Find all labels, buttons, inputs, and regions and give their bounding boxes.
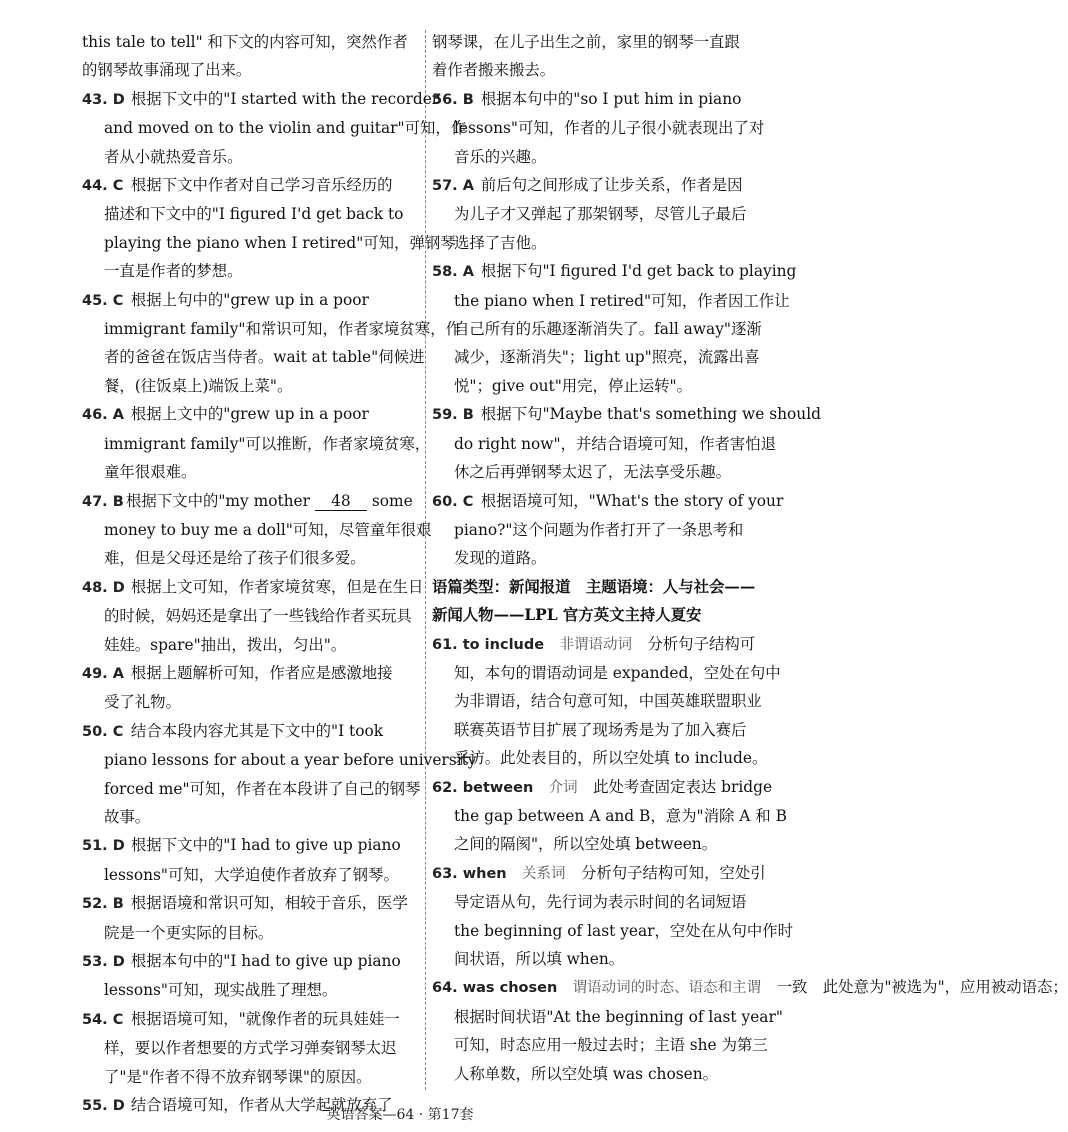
answer-text: 根据下句"I figured I'd get back to playing: [480, 262, 797, 281]
answer-text: immigrant family"可以推断，作者家境贫寒，: [104, 434, 431, 453]
answer-text: 根据本句中的"so I put him in piano: [480, 89, 742, 108]
answer-line: [82, 400, 420, 429]
answer-item: [82, 1005, 420, 1091]
answer-text: 前后句之间形成了让步关系，作者是因: [480, 176, 743, 195]
answer-line: [432, 516, 768, 544]
answer-line: [82, 257, 420, 285]
answer-tag: 关系词: [522, 865, 566, 882]
answer-line: [82, 573, 424, 602]
answer-text: 自己所有的乐趣逐渐消失了。fall away"逐渐: [454, 320, 762, 339]
answer-text: the beginning of last year，空处在从句中作时: [454, 921, 794, 940]
answer-number: 60. C: [432, 493, 474, 510]
answer-text: playing the piano when I retired"可知，弹钢琴: [104, 233, 456, 252]
answer-text: 间状语，所以填 when。: [454, 950, 625, 968]
answer-line: [82, 746, 477, 774]
answer-number: 55. D: [82, 1098, 125, 1115]
answer-text: 导定语从句，先行词为表示时间的名词短语: [454, 893, 747, 912]
answer-text: 娃娃。spare"抽出，拨出，匀出"。: [104, 635, 347, 654]
blank-48: 48: [315, 492, 367, 511]
answer-text: 院是一个更实际的目标。: [104, 923, 274, 942]
answer-text: 一直是作者的梦想。: [104, 262, 243, 281]
answer-line: [432, 458, 768, 486]
answer-text: 根据下文中的"I had to give up piano: [130, 836, 401, 855]
answer-text: 的时候，妈妈还是拿出了一些钱给作者买玩具: [104, 607, 412, 626]
answer-line: [82, 430, 431, 458]
answer-item: [82, 487, 432, 573]
answer-item: [432, 773, 787, 859]
answer-text: 减少，逐渐消失"；light up"照亮，流露出喜: [454, 348, 760, 367]
answer-text: 受了礼物。: [104, 693, 181, 712]
answer-item: [432, 630, 781, 773]
answer-line: [432, 28, 768, 56]
answer-item: [432, 171, 768, 257]
answer-line: [82, 544, 420, 572]
answer-line: [432, 200, 768, 228]
answer-line: [82, 458, 420, 486]
answer-line: [432, 830, 768, 858]
answer-item: [432, 85, 768, 171]
answer-line: [82, 947, 420, 976]
answer-item: [432, 859, 794, 974]
answer-number: 58. A: [432, 264, 474, 281]
answer-line: [82, 861, 420, 889]
answer-line: [432, 973, 1068, 1002]
answer-line: [82, 343, 425, 371]
answer-item: [432, 973, 1068, 1088]
answer-text: 根据时间状语"At the beginning of last year": [454, 1007, 783, 1026]
answer-line: [432, 1031, 768, 1059]
answer-line: [82, 1063, 420, 1091]
answer-number: 50. C: [82, 723, 124, 740]
answer-item: [82, 947, 420, 1005]
answer-line: [82, 717, 420, 746]
answer-line: [82, 919, 420, 947]
answer-line: [432, 687, 768, 715]
answer-number: 62. between: [432, 779, 534, 796]
answer-line: [432, 287, 790, 315]
answer-line: [432, 1003, 783, 1031]
answer-number: 57. A: [432, 178, 474, 195]
answer-line: [432, 917, 794, 945]
answer-text: 者的爸爸在饭店当侍者。wait at table"伺候进: [104, 348, 425, 367]
answer-text: 根据上文中的"grew up in a poor: [130, 405, 369, 424]
answer-item: [82, 573, 424, 659]
answer-text: 根据语境可知，"就像作者的玩具娃娃一: [130, 1009, 400, 1028]
page-footer: 英语答案—64 · 第17套: [326, 1107, 474, 1123]
answer-text: this tale to tell" 和下文的内容可知，突然作者: [82, 33, 408, 51]
answer-text: 难，但是父母还是给了孩子们很多爱。: [104, 549, 366, 568]
answer-text: the piano when I retired"可知，作者因工作让: [454, 291, 790, 310]
answer-number: 46. A: [82, 407, 124, 424]
answer-text: 音乐的兴趣。: [454, 147, 547, 166]
answer-line: [82, 516, 432, 544]
answer-text: 此处考查固定表达 bridge: [593, 777, 773, 796]
answer-number: 52. B: [82, 896, 124, 913]
answer-number: 56. B: [432, 91, 474, 108]
answer-text: 钢琴课，在儿子出生之前，家里的钢琴一直跟: [432, 33, 740, 51]
heading-line: 语篇类型：新闻报道 主题语境：人与社会——: [432, 577, 756, 596]
answer-number: 53. D: [82, 954, 125, 970]
answer-line: [82, 315, 461, 343]
answer-item: [432, 400, 821, 486]
answer-text: 故事。: [104, 807, 151, 826]
answer-text: 样，要以作者想要的方式学习弹奏钢琴太迟: [104, 1039, 397, 1058]
answer-line: [432, 945, 768, 973]
answer-item: [82, 717, 477, 832]
answer-line: [82, 143, 420, 171]
answer-text: the gap between A and B，意为"消除 A 和 B: [454, 806, 787, 825]
answer-item: [82, 659, 420, 717]
answer-line: [432, 171, 768, 200]
answer-text: 联赛英语节目扩展了现场秀是为了加入赛后: [454, 720, 747, 739]
answer-text: 人称单数，所以空处填 was chosen。: [454, 1064, 719, 1083]
answer-text: 着作者搬来搬去。: [432, 61, 556, 80]
answer-text: 根据语境和常识可知，相较于音乐，医学: [130, 894, 408, 913]
answer-text: immigrant family"和常识可知，作者家境贫寒，作: [104, 320, 461, 339]
answer-line: [82, 229, 456, 257]
answer-line: [82, 976, 420, 1004]
answer-text: lessons"可知，作者的儿子很小就表现出了对: [454, 119, 765, 138]
answer-line: [82, 831, 420, 860]
answer-line: [82, 631, 420, 659]
answer-text: 结合语境可知，作者从大学起就放弃了: [130, 1096, 393, 1115]
answer-text: some: [366, 491, 413, 510]
answer-text: 根据上题解析可知，作者应是感激地接: [130, 663, 393, 682]
answer-line: [432, 630, 768, 659]
answer-text: 结合本段内容尤其是下文中的"I took: [130, 721, 384, 740]
answer-number: 59. B: [432, 407, 474, 424]
answer-line: [82, 171, 420, 200]
answer-text: 童年很艰难。: [104, 463, 197, 482]
passage-heading: [432, 573, 768, 630]
answer-number: 45. C: [82, 292, 124, 309]
answer-text: and moved on to the violin and guitar"可知，作: [104, 119, 467, 138]
answer-line: [82, 286, 420, 315]
answer-line: [82, 775, 420, 803]
answer-text: 描述和下文中的"I figured I'd get back to: [104, 205, 404, 224]
answer-line: [432, 114, 768, 142]
answer-item: [432, 257, 797, 400]
heading-line: 新闻人物——LPL 官方英文主持人夏安: [432, 606, 702, 625]
answer-line: [82, 200, 420, 228]
answer-line: [82, 803, 420, 831]
answer-line: [82, 889, 420, 918]
answer-number: 48. D: [82, 579, 125, 596]
answer-line: [432, 744, 768, 772]
answer-text: 之间的隔阂"，所以空处填 between。: [454, 835, 718, 854]
answer-text: 根据下文中的"I started with the recorder: [130, 89, 440, 108]
answer-text: 根据语境可知，"What's the story of your: [480, 491, 784, 510]
answer-line: [432, 802, 787, 830]
answer-line: [432, 343, 768, 371]
answer-text: 可知，时态应用一般过去时；主语 she 为第三: [454, 1036, 768, 1055]
answer-text: 根据下文中的"my mother: [126, 491, 315, 510]
answer-line: [432, 315, 768, 343]
answer-text: 根据上文可知，作者家境贫寒，但是在生日: [130, 577, 424, 596]
answer-item: [82, 889, 420, 947]
answer-number: 63. when: [432, 865, 507, 882]
answer-number: 43. D: [82, 91, 125, 108]
answer-tag: 谓语动词的时态、语态和主谓: [572, 980, 762, 997]
answer-line: [82, 602, 420, 630]
answer-item: [432, 28, 768, 85]
answer-text: lessons"可知，现实战胜了理想。: [104, 981, 338, 1000]
answer-text: 根据本句中的"I had to give up piano: [130, 952, 401, 970]
answer-text: piano?"这个问题为作者打开了一条思考和: [454, 520, 744, 539]
answer-text: 悦"；give out"用完，停止运转"。: [454, 376, 692, 395]
answer-text: 餐，(往饭桌上)端饭上菜"。: [104, 376, 293, 395]
answer-line: [432, 544, 768, 572]
answer-line: [432, 400, 821, 429]
answer-line: [432, 773, 773, 802]
right-column: [432, 28, 1068, 1088]
answer-item: [432, 487, 784, 573]
answer-number: 64. was chosen: [432, 980, 558, 997]
answer-text: forced me"可知，作者在本段讲了自己的钢琴: [104, 779, 421, 798]
answer-line: [432, 430, 777, 458]
answer-text: piano lessons for about a year before university: [104, 751, 477, 770]
answer-text: 为儿子才又弹起了那架钢琴，尽管儿子最后: [454, 205, 747, 224]
answer-text: money to buy me a doll"可知，尽管童年很艰: [104, 520, 432, 539]
answer-line: [432, 229, 768, 257]
answer-text: 根据下句"Maybe that's something we should: [480, 405, 821, 424]
answer-text: 根据上句中的"grew up in a poor: [130, 290, 369, 309]
answer-line: [82, 114, 467, 142]
answer-text: 根据下文中作者对自己学习音乐经历的: [130, 176, 393, 195]
answer-line: [82, 28, 420, 56]
answer-number: 61. to include: [432, 636, 545, 653]
answer-text: 选择了吉他。: [454, 233, 547, 252]
answer-line: [82, 372, 420, 400]
answer-text: 为非谓语，结合句意可知，中国英雄联盟职业: [454, 692, 762, 711]
answer-line: [432, 888, 768, 916]
answer-line: [82, 56, 420, 84]
answer-line: [432, 1060, 768, 1088]
answer-item: [82, 286, 461, 401]
answer-line: [82, 659, 420, 688]
answer-line: [82, 1034, 420, 1062]
answer-line: [82, 1005, 420, 1034]
answer-line: [432, 56, 768, 84]
answer-text: 一致 此处意为"被选为"，应用被动语态；: [776, 978, 1068, 997]
answer-text: 的钢琴故事涌现了出来。: [82, 61, 252, 80]
answer-text: 休之后再弹钢琴太迟了，无法享受乐趣。: [454, 463, 732, 482]
answer-text: 了"是"作者不得不放弃钢琴课"的原因。: [104, 1067, 372, 1086]
answer-line: [432, 143, 768, 171]
answer-item: [82, 400, 431, 486]
answer-text: do right now"，并结合语境可知，作者害怕退: [454, 434, 777, 453]
answer-line: [432, 257, 797, 286]
answer-number: 47. B: [82, 493, 124, 510]
answer-line: [82, 85, 440, 114]
answer-tag: 介词: [548, 779, 578, 796]
answer-item: [82, 28, 420, 85]
answer-number: 54. C: [82, 1011, 124, 1028]
answer-text: 分析句子结构可知，空处引: [580, 863, 766, 882]
answer-text: 者从小就热爱音乐。: [104, 147, 243, 166]
answer-number: 49. A: [82, 665, 124, 682]
answer-number: 44. C: [82, 178, 124, 195]
answer-line: [432, 716, 768, 744]
answer-text: 知，本句的谓语动词是 expanded，空处在句中: [454, 663, 781, 682]
answer-line: [432, 487, 784, 516]
answer-line: [432, 859, 768, 888]
answer-line: [432, 85, 768, 114]
answer-text: 分析句子结构可: [647, 634, 756, 653]
answer-line: [82, 487, 420, 516]
column-divider: [425, 30, 426, 1090]
answer-text: 采访。此处表目的，所以空处填 to include。: [454, 749, 768, 768]
answer-text: 发现的道路。: [454, 549, 547, 568]
answer-item: [82, 831, 420, 889]
answer-tag: 非谓语动词: [559, 636, 632, 653]
answer-number: 51. D: [82, 838, 125, 855]
answer-line: [432, 372, 768, 400]
answer-line: [432, 659, 781, 687]
answer-line: [82, 688, 420, 716]
answer-text: lessons"可知，大学迫使作者放弃了钢琴。: [104, 865, 399, 884]
